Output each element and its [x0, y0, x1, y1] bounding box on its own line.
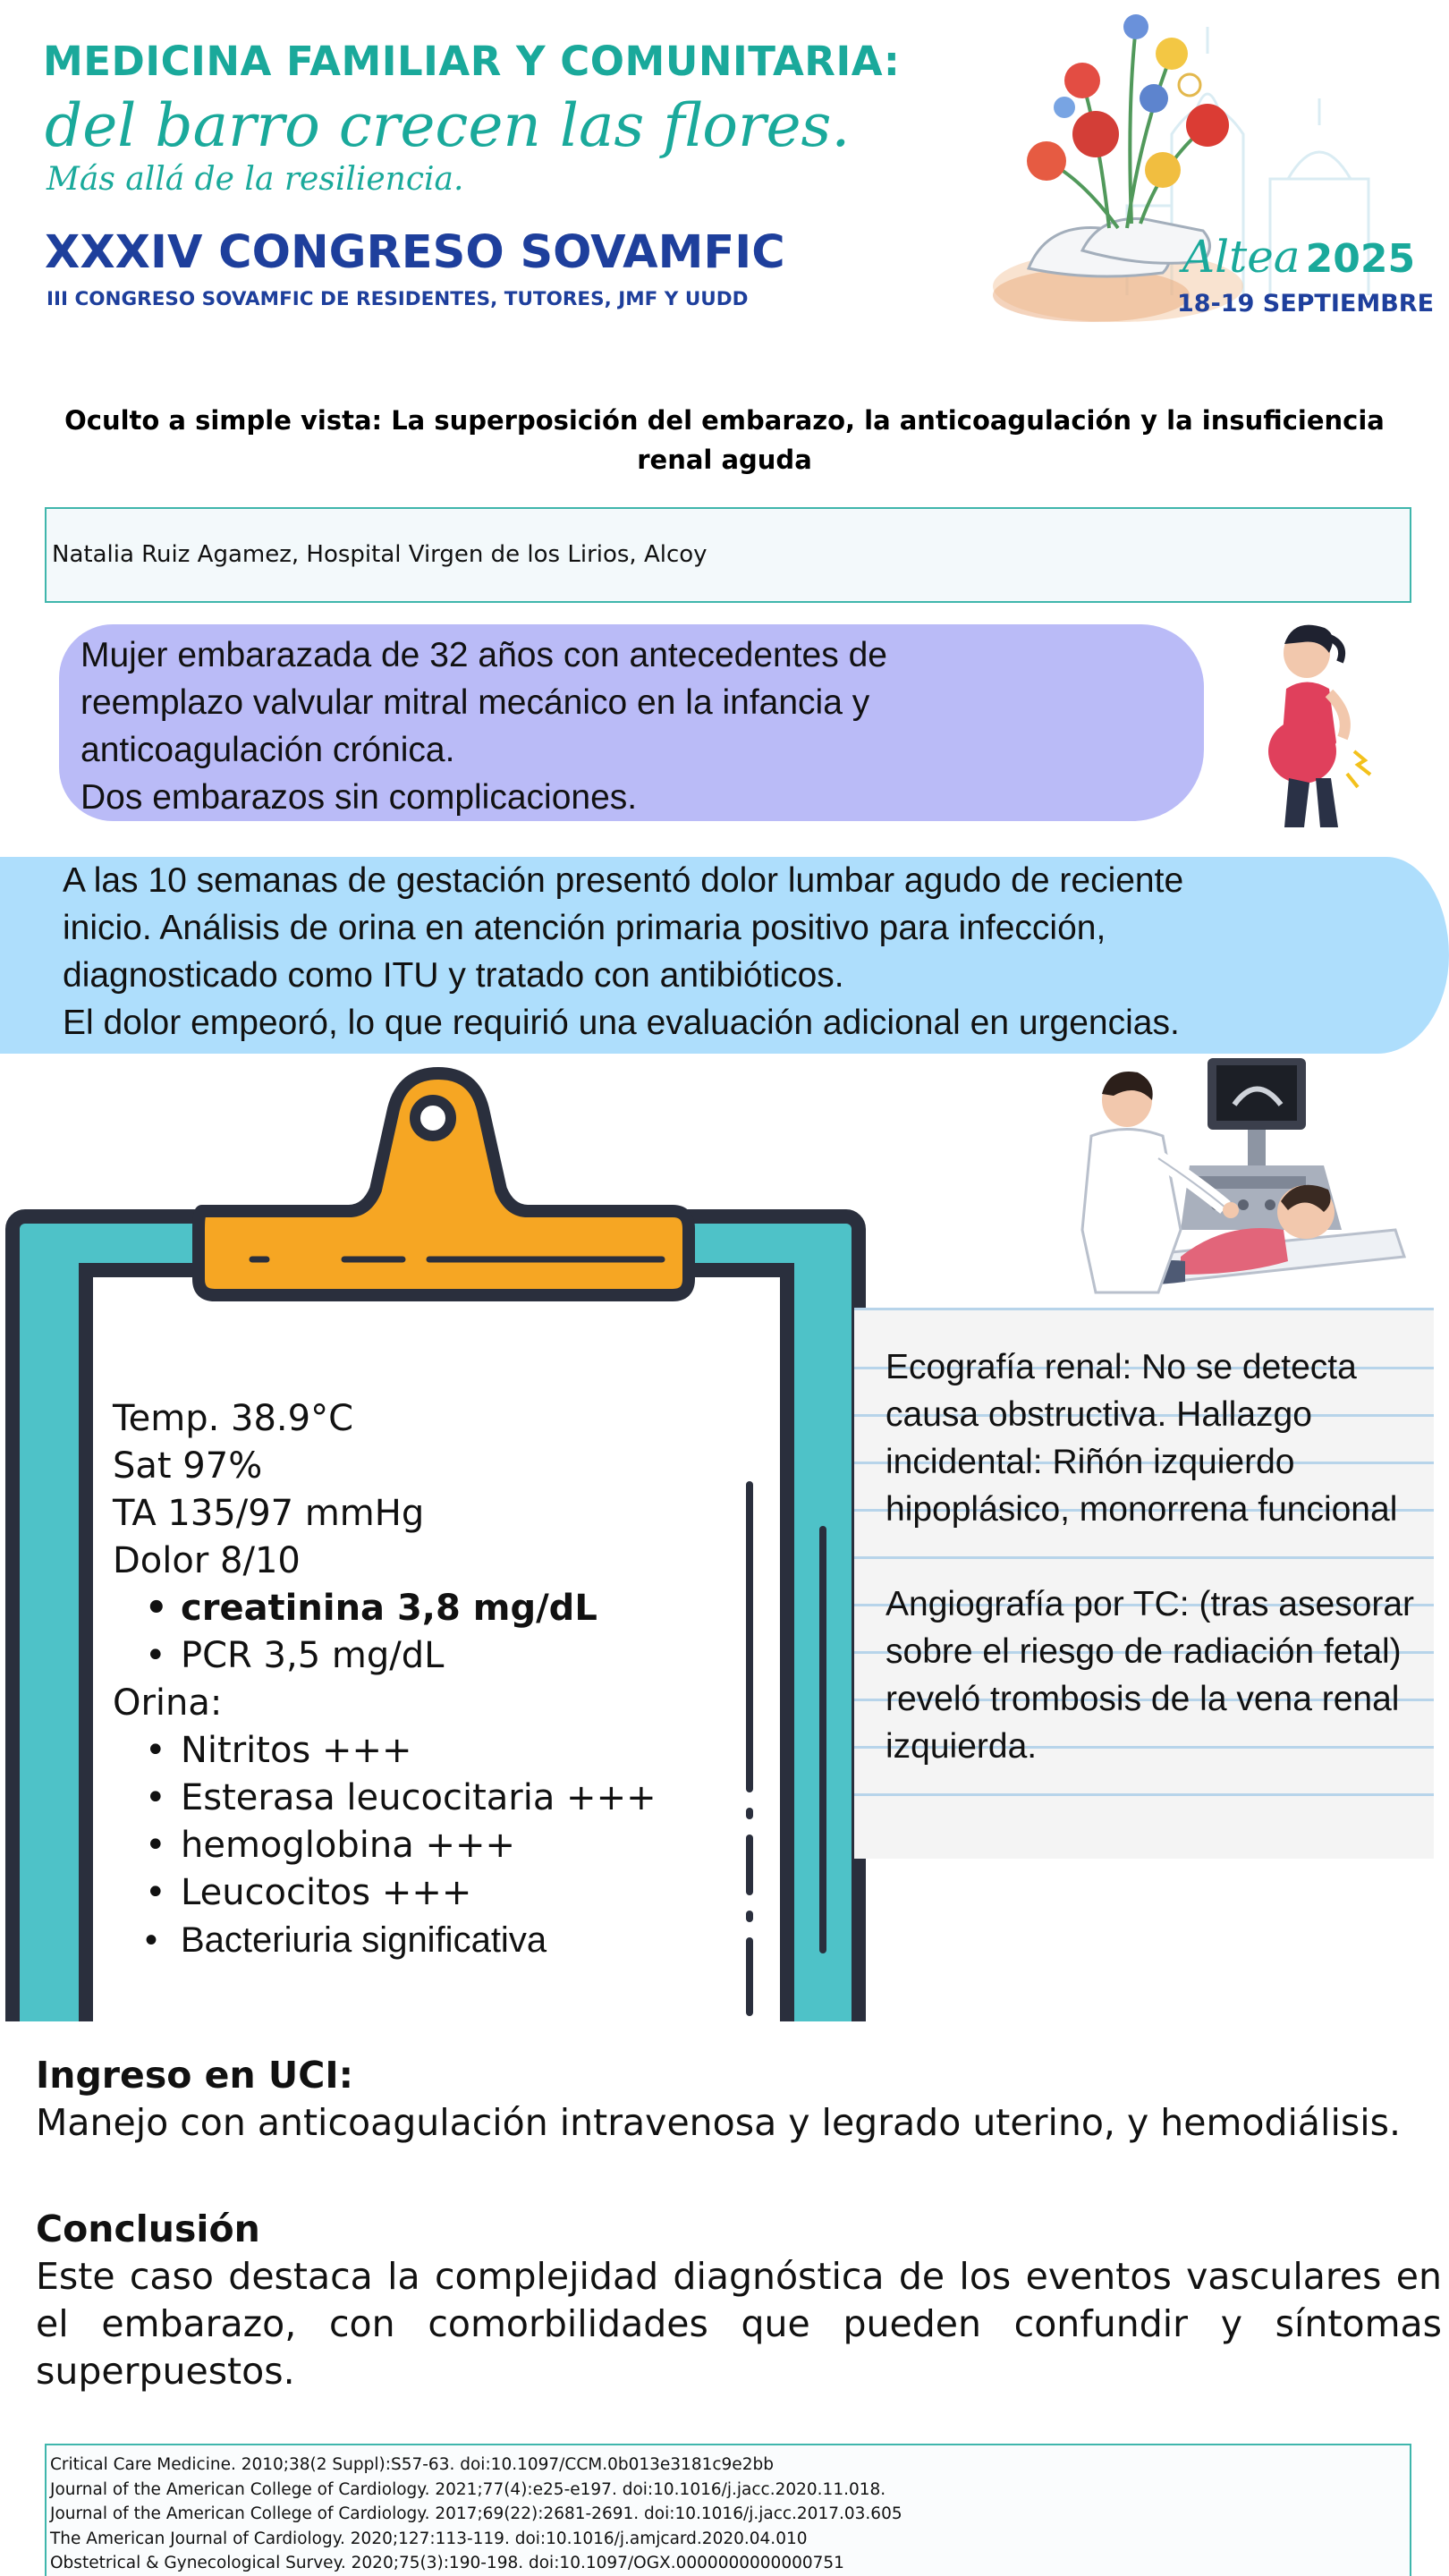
intro-line: Dos embarazos sin complicaciones. — [80, 778, 638, 817]
references-box — [45, 2444, 1411, 2576]
urine-hemoglobin: • hemoglobina +++ — [113, 1822, 757, 1869]
urine-nitrites: • Nitritos +++ — [113, 1727, 757, 1775]
header-banner — [0, 0, 1449, 349]
renal-ultrasound-finding: Ecografía renal: No se detecta causa obstructiva. Hallazgo incidental: Riñón izquierdo hipoplásico, monorrena funcional — [886, 1348, 1398, 1529]
conclusion-section — [36, 2206, 1442, 2395]
congress-name: XXXIV CONGRESO SOVAMFIC — [45, 226, 785, 279]
congress-subname: III CONGRESO SOVAMFIC DE RESIDENTES, TUTORES, JMF Y UUDD — [47, 288, 749, 310]
ct-angiography-finding: Angiografía por TC: (tras asesorar sobre el riesgo de radiación fetal) reveló trombosis de la vena renal izquierda. — [886, 1585, 1415, 1766]
reference-item: Journal of the American College of Cardiology. 2021;77(4):e25-e197. doi:10.1016/j.jacc.2020.11.018. — [50, 2479, 886, 2499]
congress-place: Altea — [1182, 231, 1301, 283]
congress-subtitle: Más allá de la resiliencia. — [47, 161, 464, 198]
clinical-history-text — [63, 857, 1422, 1046]
icu-text: Manejo con anticoagulación intravenosa y legrado uterino, y hemodiálisis. — [36, 2101, 1401, 2144]
congress-dates: 18-19 SEPTIEMBRE — [1177, 290, 1435, 318]
temperature: Temp. 38.9°C — [113, 1398, 354, 1439]
congress-slogan: del barro crecen las flores. — [45, 91, 851, 160]
vitals-list — [113, 1395, 757, 1964]
history-line: inicio. Análisis de orina en atención primaria positivo para infección, — [63, 909, 1106, 947]
lab-pcr: • PCR 3,5 mg/dL — [113, 1632, 757, 1680]
congress-theme-title: MEDICINA FAMILIAR Y COMUNITARIA: — [43, 38, 901, 85]
conclusion-text: Este caso destaca la complejidad diagnóstica de los eventos vasculares en el embarazo, con comorbilidades que pueden confundir y síntomas superpuestos. — [36, 2255, 1442, 2393]
patient-intro-text — [80, 631, 1181, 821]
intro-line: anticoagulación crónica. — [80, 731, 455, 769]
history-line: diagnosticado como ITU y tratado con antibióticos. — [63, 956, 844, 995]
intro-line: Mujer embarazada de 32 años con antecedentes de — [80, 636, 887, 674]
paper-line — [854, 1308, 1434, 1310]
history-line: El dolor empeoró, lo que requirió una evaluación adicional en urgencias. — [63, 1004, 1180, 1042]
conclusion-heading: Conclusión — [36, 2207, 260, 2250]
urine-results — [113, 1727, 757, 1964]
congress-location — [1182, 231, 1415, 283]
imaging-findings — [886, 1343, 1422, 1818]
congress-year: 2025 — [1305, 236, 1416, 282]
urine-leukocytes: • Leucocitos +++ — [113, 1869, 757, 1917]
reference-item: Critical Care Medicine. 2010;38(2 Suppl):S57-63. doi:10.1097/CCM.0b013e3181c9e2bb — [50, 2455, 774, 2474]
oxygen-saturation: Sat 97% — [113, 1445, 263, 1487]
urine-leukocyte-esterase: • Esterasa leucocitaria +++ — [113, 1775, 757, 1822]
lab-results — [113, 1585, 757, 1680]
icu-heading: Ingreso en UCI: — [36, 2054, 353, 2097]
urine-label: Orina: — [113, 1682, 223, 1724]
ultrasound-exam-illustration — [1073, 1051, 1413, 1306]
author-line: Natalia Ruiz Agamez, Hospital Virgen de los Lirios, Alcoy — [52, 541, 708, 568]
reference-item: The American Journal of Cardiology. 2020;127:113-119. doi:10.1016/j.amjcard.2020.04.010 — [50, 2529, 808, 2548]
poster-title: Oculto a simple vista: La superposición del embarazo, la anticoagulación y la insuficiencia renal aguda — [64, 405, 1385, 475]
pregnant-woman-illustration — [1240, 617, 1392, 832]
reference-item: Obstetrical & Gynecological Survey. 2020;75(3):190-198. doi:10.1097/OGX.0000000000000751 — [50, 2554, 844, 2572]
reference-item: Journal of the American College of Cardiology. 2017;69(22):2681-2691. doi:10.1016/j.jacc.2017.03.605 — [50, 2504, 902, 2523]
blood-pressure: TA 135/97 mmHg — [113, 1493, 425, 1534]
patient-intro-bubble — [59, 624, 1204, 821]
intro-line: reemplazo valvular mitral mecánico en la infancia y — [80, 683, 870, 722]
pain-score: Dolor 8/10 — [113, 1540, 301, 1581]
author-box — [45, 507, 1411, 603]
lab-creatinine: • creatinina 3,8 mg/dL — [113, 1585, 757, 1632]
clinical-history-band — [0, 857, 1449, 1054]
history-line: A las 10 semanas de gestación presentó dolor lumbar agudo de reciente — [63, 861, 1184, 900]
icu-admission-section — [36, 2052, 1442, 2147]
urine-bacteriuria: • Bacteriuria significativa — [113, 1917, 757, 1964]
